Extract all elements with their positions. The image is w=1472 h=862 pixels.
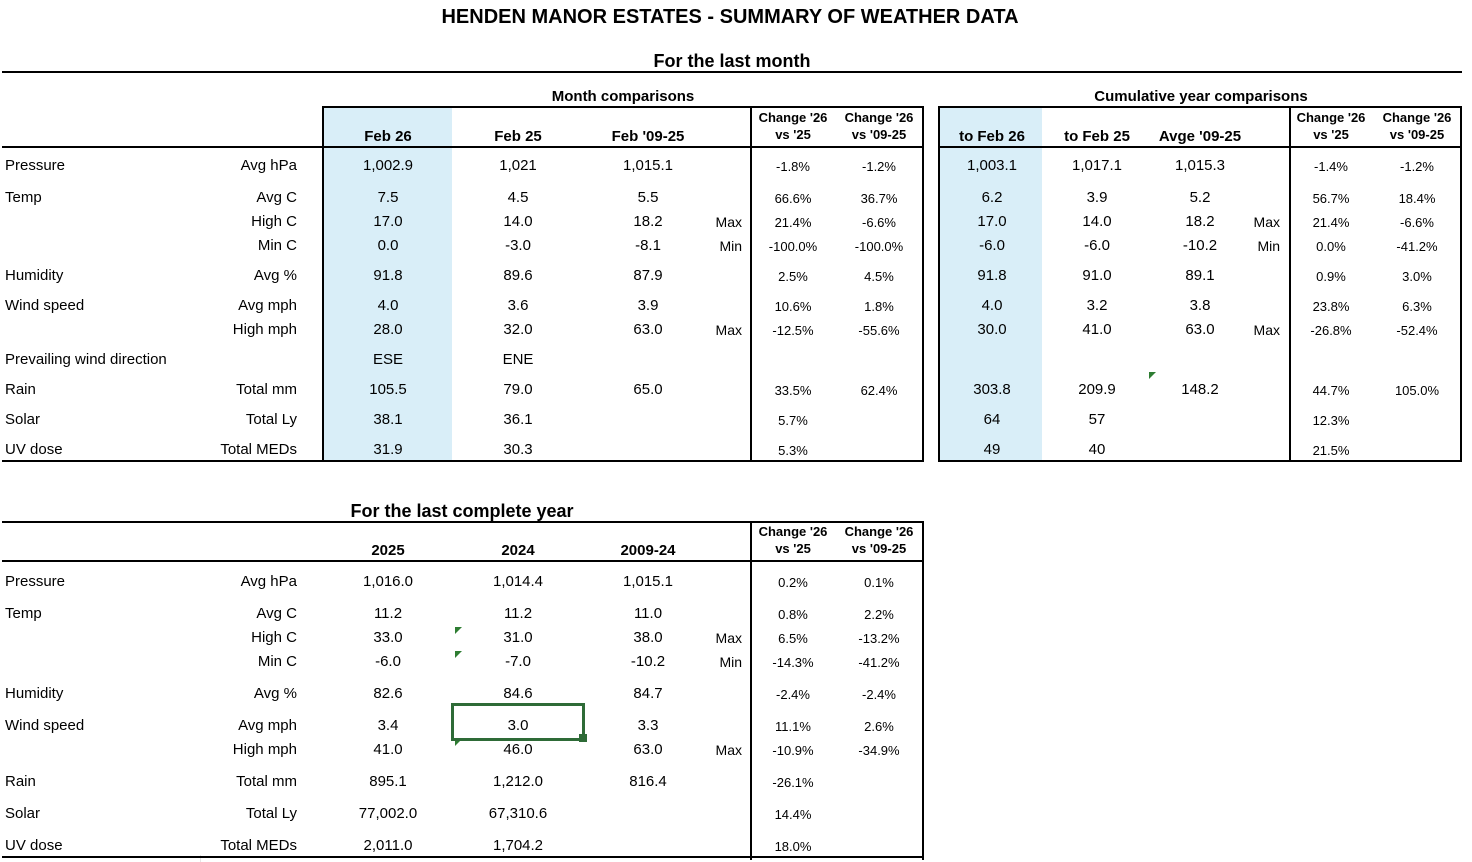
col-header: 2009-24 [620,542,676,559]
year-value-cell: 816.4 [629,773,667,790]
extreme-tag: Max [1253,322,1280,338]
cumulative-value-cell: -6.0 [1084,237,1110,254]
divider [750,521,752,860]
year-value-cell: 3.3 [637,717,659,734]
row-unit: Avg C [256,189,297,206]
year-value-cell: 67,310.6 [488,805,548,822]
col-header: Change '26 [1382,110,1452,125]
month-value-cell: 3.9 [637,297,659,314]
row-label: Pressure [5,157,66,174]
col-header: Change '26 [758,524,828,539]
col-header: vs '25 [1313,127,1349,142]
change-cell: 10.6% [774,299,812,314]
row-label: Prevailing wind direction [5,351,167,368]
cumulative-value-cell: 14.0 [1082,213,1112,230]
row-label: Pressure [5,573,66,590]
cumulative-value-cell: 91.8 [977,267,1007,284]
row-unit: Total MEDs [220,837,297,854]
row-unit: Avg hPa [240,157,297,174]
cumulative-value-cell: 63.0 [1185,321,1215,338]
row-label: Rain [5,381,36,398]
cumulative-value-cell: 64 [983,411,1001,428]
cumulative-value-cell: 1,015.3 [1174,157,1226,174]
change-cell: 0.9% [1316,269,1346,284]
cumulative-value-cell: 41.0 [1082,321,1112,338]
row-unit: High mph [232,741,297,758]
change-cell: 18.0% [774,839,812,854]
col-header: to Feb 25 [1064,128,1130,145]
comment-marker-icon [455,651,462,658]
month-value-cell: 14.0 [503,213,533,230]
row-unit: Avg % [253,267,297,284]
change-cell: -100.0% [768,239,818,254]
cumulative-value-cell: -6.0 [979,237,1005,254]
divider [322,106,924,108]
change-cell: -13.2% [858,631,900,646]
divider [1289,106,1291,462]
row-label: UV dose [5,837,63,854]
change-cell: 6.5% [778,631,808,646]
row-unit: Total Ly [245,411,297,428]
row-label: Rain [5,773,36,790]
cumulative-value-cell: 89.1 [1185,267,1215,284]
cumulative-value-cell: 17.0 [977,213,1007,230]
cumulative-comparisons-label: Cumulative year comparisons [1094,88,1308,105]
change-cell: 0.8% [778,607,808,622]
month-value-cell: 1,021 [499,157,537,174]
year-value-cell: 2,011.0 [363,837,413,854]
cumulative-value-cell: 91.0 [1082,267,1112,284]
change-cell: -41.2% [1396,239,1438,254]
change-cell: -1.2% [862,159,896,174]
change-cell: 56.7% [1312,191,1350,206]
change-cell: 0.2% [778,575,808,590]
change-cell: 5.7% [778,413,808,428]
change-cell: 11.1% [775,719,811,734]
year-value-cell: 41.0 [373,741,403,758]
divider [2,71,1462,73]
change-cell: -41.2% [858,655,900,670]
change-cell: 33.5% [774,383,812,398]
divider [938,146,1462,148]
year-value-cell: 11.2 [503,605,533,622]
row-unit: Avg mph [238,717,297,734]
col-header: 2025 [371,542,405,559]
month-value-cell: 32.0 [503,321,533,338]
col-header: Feb '09-25 [611,128,685,145]
month-value-cell: 3.6 [507,297,529,314]
row-unit: High mph [232,321,297,338]
col-header: Feb 26 [364,128,412,145]
change-cell: -6.6% [862,215,896,230]
year-value-cell: 11.2 [373,605,403,622]
month-comparisons-label: Month comparisons [551,88,695,105]
change-cell: -1.2% [1400,159,1434,174]
col-header: Change '26 [844,524,914,539]
year-value-cell: 3.4 [377,717,399,734]
change-cell: 2.6% [864,719,894,734]
month-value-cell: ENE [502,351,534,368]
month-value-cell: 4.5 [507,189,529,206]
divider [922,521,924,860]
col-header: Change '26 [844,110,914,125]
year-value-cell: 46.0 [503,741,533,758]
month-value-cell: 91.8 [373,267,403,284]
year-value-cell: 38.0 [633,629,663,646]
change-cell: 1.8% [864,299,894,314]
cumulative-value-cell: 57 [1088,411,1106,428]
row-label: Wind speed [5,717,85,734]
cumulative-value-cell: 5.2 [1189,189,1211,206]
change-cell: -34.9% [858,743,900,758]
year-value-cell: 1,212.0 [492,773,544,790]
change-cell: -1.8% [776,159,810,174]
month-value-cell: 87.9 [633,267,663,284]
month-value-cell: -8.1 [635,237,661,254]
divider [2,856,924,858]
change-cell: 5.3% [778,443,808,458]
divider [2,560,924,562]
change-cell: -12.5% [772,323,814,338]
year-value-cell: 1,015.1 [622,573,674,590]
fill-handle[interactable] [579,734,587,742]
cumulative-value-cell: 3.8 [1189,297,1211,314]
divider [750,106,752,462]
change-cell: -2.4% [776,687,810,702]
row-unit: Total mm [236,381,297,398]
month-value-cell: 65.0 [633,381,663,398]
change-cell: 18.4% [1398,191,1436,206]
cumulative-value-cell: 30.0 [977,321,1007,338]
year-value-cell: 11.0 [633,605,663,622]
row-unit: High C [251,213,297,230]
year-value-cell: 31.0 [503,629,533,646]
change-cell: 14.4% [774,807,812,822]
change-cell: -26.1% [772,775,814,790]
change-cell: 12.3% [1312,413,1350,428]
col-header: Avge '09-25 [1158,128,1242,145]
month-value-cell: 89.6 [503,267,533,284]
row-unit: Total MEDs [220,441,297,458]
row-unit: Avg % [253,685,297,702]
change-cell: -14.3% [772,655,814,670]
change-cell: 21.4% [774,215,812,230]
change-cell: 21.5% [1312,443,1350,458]
cumulative-value-cell: 49 [983,441,1001,458]
month-value-cell: 63.0 [633,321,663,338]
cumulative-value-cell: 148.2 [1181,381,1219,398]
row-label: Solar [5,411,41,428]
cumulative-value-cell: 209.9 [1078,381,1116,398]
change-cell: 105.0% [1394,383,1440,398]
col-header: 2024 [501,542,535,559]
comment-marker-icon [455,627,462,634]
row-label: Humidity [5,267,64,284]
col-header: Change '26 [758,110,828,125]
divider [322,106,324,148]
row-unit: Total mm [236,773,297,790]
row-label: Temp [5,605,42,622]
month-value-cell: 1,002.9 [362,157,414,174]
col-header: vs '25 [775,541,811,556]
change-cell: 21.4% [1312,215,1350,230]
month-value-cell: 38.1 [373,411,403,428]
year-value-cell: 895.1 [369,773,407,790]
change-cell: -26.8% [1310,323,1352,338]
row-label: Temp [5,189,42,206]
cumulative-value-cell: -10.2 [1182,237,1218,254]
year-value-cell: -7.0 [505,653,531,670]
year-value-cell: 3.0 [507,717,529,734]
year-section-title: For the last complete year [350,501,574,521]
month-value-cell: 4.0 [377,297,399,314]
extreme-tag: Max [715,630,742,646]
comment-marker-icon [1149,372,1156,379]
row-unit: Avg mph [238,297,297,314]
change-cell: 0.1% [864,575,894,590]
change-cell: -55.6% [858,323,900,338]
selected-cell[interactable] [451,703,585,741]
cumulative-value-cell: 40 [1088,441,1106,458]
change-cell: 2.2% [864,607,894,622]
year-value-cell: -6.0 [375,653,401,670]
cumulative-value-cell: 4.0 [981,297,1003,314]
change-cell: 62.4% [860,383,898,398]
row-unit: Min C [257,237,297,254]
change-cell: 44.7% [1312,383,1350,398]
row-unit: Avg hPa [240,573,297,590]
extreme-tag: Min [1257,238,1280,254]
month-value-cell: -3.0 [505,237,531,254]
row-unit: High C [251,629,297,646]
extreme-tag: Min [719,654,742,670]
change-cell: 0.0% [1316,239,1346,254]
cumulative-value-cell: 1,003.1 [966,157,1018,174]
change-cell: -52.4% [1396,323,1438,338]
col-header: Feb 25 [494,128,542,145]
month-value-cell: 105.5 [369,381,407,398]
col-header: vs '09-25 [851,541,907,556]
change-cell: 4.5% [864,269,894,284]
year-value-cell: 84.6 [503,685,533,702]
page-title: HENDEN MANOR ESTATES - SUMMARY OF WEATHER DATA [441,6,1019,28]
month-value-cell: 30.3 [503,441,533,458]
change-cell: -100.0% [854,239,904,254]
row-label: Solar [5,805,41,822]
col-header: vs '25 [775,127,811,142]
change-cell: 6.3% [1402,299,1432,314]
month-value-cell: 5.5 [637,189,659,206]
col-header: vs '09-25 [851,127,907,142]
change-cell: -10.9% [772,743,814,758]
year-value-cell: 84.7 [633,685,663,702]
year-value-cell: 1,704.2 [492,837,544,854]
year-value-cell: 63.0 [633,741,663,758]
month-value-cell: 7.5 [377,189,399,206]
year-value-cell: 82.6 [373,685,403,702]
col-header: vs '09-25 [1389,127,1445,142]
change-cell: -2.4% [862,687,896,702]
year-value-cell: 1,014.4 [492,573,544,590]
month-value-cell: ESE [372,351,404,368]
extreme-tag: Max [715,742,742,758]
month-value-cell: 79.0 [503,381,533,398]
cumulative-value-cell: 303.8 [973,381,1011,398]
cumulative-value-cell: 3.9 [1086,189,1108,206]
extreme-tag: Max [715,214,742,230]
change-cell: 36.7% [860,191,898,206]
change-cell: -1.4% [1314,159,1348,174]
row-label: UV dose [5,441,63,458]
row-label: Humidity [5,685,64,702]
month-section-title: For the last month [653,51,811,71]
col-header: Change '26 [1296,110,1366,125]
row-unit: Avg C [256,605,297,622]
month-value-cell: 28.0 [373,321,403,338]
extreme-tag: Max [1253,214,1280,230]
divider [2,521,924,523]
cumulative-value-cell: 18.2 [1185,213,1215,230]
row-unit: Min C [257,653,297,670]
change-cell: -6.6% [1400,215,1434,230]
divider [322,148,324,462]
change-cell: 3.0% [1402,269,1432,284]
cumulative-value-cell: 6.2 [981,189,1003,206]
year-value-cell: 77,002.0 [358,805,418,822]
month-value-cell: 17.0 [373,213,403,230]
change-cell: 2.5% [778,269,808,284]
month-value-cell: 0.0 [377,237,399,254]
extreme-tag: Min [719,238,742,254]
year-value-cell: 1,016.0 [362,573,414,590]
row-unit: Total Ly [245,805,297,822]
col-header: to Feb 26 [959,128,1025,145]
change-cell: 23.8% [1312,299,1350,314]
year-value-cell: -10.2 [630,653,666,670]
month-value-cell: 31.9 [373,441,403,458]
month-value-cell: 1,015.1 [622,157,674,174]
extreme-tag: Max [715,322,742,338]
row-label: Wind speed [5,297,85,314]
divider [2,146,924,148]
month-value-cell: 18.2 [633,213,663,230]
change-cell: 66.6% [774,191,812,206]
month-value-cell: 36.1 [503,411,533,428]
cumulative-value-cell: 1,017.1 [1071,157,1123,174]
cumulative-value-cell: 3.2 [1086,297,1108,314]
year-value-cell: 33.0 [373,629,403,646]
